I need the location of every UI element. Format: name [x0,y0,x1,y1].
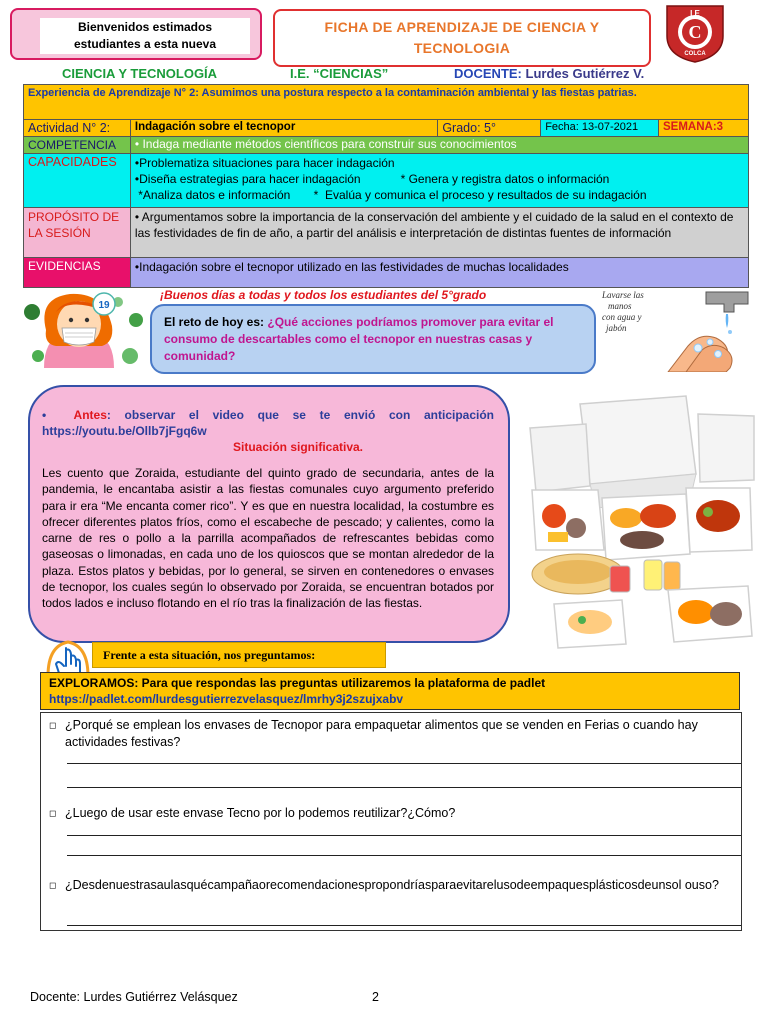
reto-label: El reto de hoy es: [164,315,265,329]
proposito-label: PROPÓSITO DE LA SESIÓN [24,208,131,258]
capacidad-item: •Problematiza situaciones para hacer indagación [134,156,395,170]
reto-question: ¿Qué acciones podríamos promover para evitar el consumo de descartables como el tecnopor en nuestras casas y comunidad? [164,315,554,363]
girl-badge-number: 19 [98,300,110,311]
teacher-name: Lurdes Gutiérrez V. [521,66,645,81]
antes-line: • Antes: observar el video que se te envió con anticipación https://youtu.be/Ollb7jFgq6w [42,408,494,438]
capacidades-label: CAPACIDADES [24,154,131,208]
antes-label: Antes [73,408,107,422]
evidencias-label: EVIDENCIAS [24,258,131,288]
answer-line[interactable] [67,763,741,764]
welcome-line-1: Bienvenidos estimados [77,20,213,34]
situation-title: Situación significativa. [232,440,364,454]
handwashing-illustration [598,288,750,372]
answer-line[interactable] [67,835,741,836]
school-name: I.E. “CIENCIAS” [290,66,389,81]
actividad-title: Indagación sobre el tecnopor [130,120,437,137]
subject-label: CIENCIA Y TECNOLOGÍA [62,66,218,81]
proposito-text: • Argumentamos sobre la importancia de la conservación del ambiente y el cuidado de la salud en el contexto de las festividades de fin de año, a partir del análisis e interpretación de distintas fuentes de información [130,208,748,258]
evidencias-text: •Indagación sobre el tecnopor utilizado en las festividades de muchas localidades [130,258,748,288]
situation-story: Les cuento que Zoraida, estudiante del quinto grado de secundaria, antes de la pandemia, le encantaba asistir a las fiestas comunales cuyo argumento preferido para ir era “Me encanta comer rico”. Y es que en nuestra localidad, la costumbre es ofrecer diferentes platos fríos, como el escabeche de pescado; y calientes, como la carne de res o pollo a la parrilla acompañados de refrescantes bebidas como gaseosas o limonadas, en cada uno de los quioscos que se montan alrededor de la plaza. Estos platos y bebidas, por lo general, se sirven en contenedores o envases de tecnopor, los cuales según lo observado por Zoraida, se encuentran botados por todos lados e incluso flotando en el río tras la finalización de las fiestas. [42,466,494,611]
logo-top-letters: I E [690,9,700,18]
masked-girl-illustration [22,290,147,368]
logo-letter: C [688,22,702,42]
competencia-label: COMPETENCIA [24,137,131,154]
exploramos-text: EXPLORAMOS: Para que respondas las preguntas utilizaremos la plataforma de padlet [49,676,546,690]
footer-teacher: Docente: Lurdes Gutiérrez Velásquez [30,990,238,1004]
header-line [60,66,760,84]
antes-text: : observar el video que se te envió con anticipación https://youtu.be/Ollb7jFgq6w [42,408,494,438]
experiencia-text: Experiencia de Aprendizaje N° 2: Asumimos una postura respecto a la contaminación ambiental y las fiestas patrias. [28,87,637,99]
exploramos-box [40,672,740,710]
handwash-caption-2: manos [608,301,632,311]
checkbox-icon: ◻ [49,808,57,818]
situation-box [28,385,510,643]
question-item [49,717,725,751]
welcome-box [10,8,262,60]
welcome-text [40,18,250,54]
question-text: ¿Porqué se emplean los envases de Tecnopor para empaquetar alimentos que se venden en Ferias o cuando hay actividades festivas? [65,718,698,749]
checkbox-icon: ◻ [49,720,57,730]
teacher-label: DOCENTE: [454,66,522,81]
answer-line[interactable] [67,787,741,788]
capacidad-item: •Diseña estrategias para hacer indagación * Genera y registra datos o información [134,172,610,186]
answer-line[interactable] [67,855,741,856]
semana-cell: SEMANA:3 [659,120,749,137]
title-line-1: FICHA DE APRENDIZAJE DE CIENCIA Y [324,19,600,35]
question-item [49,805,725,822]
school-logo [662,2,728,64]
title-line-2: TECNOLOGIA [413,40,511,56]
styrofoam-food-illustration [518,390,756,652]
answer-line[interactable] [67,925,741,926]
questions-box [40,712,742,931]
frente-prompt: Frente a esta situación, nos preguntamos: [92,642,386,668]
fecha-cell: Fecha: 13-07-2021 [541,120,659,137]
greeting-text: ¡Buenos días a todas y todos los estudiantes del 5°grado [160,288,487,302]
handwash-caption-1: Lavarse las [602,290,644,300]
question-text: ¿Desdenuestrasaulasquécampañaorecomendacionespropondríasparaevitarelusodeempaquesplásticosdeunsol ouso? [65,878,719,892]
logo-school-name: COLCA [684,51,706,57]
grado-cell: Grado: 5° [438,120,541,137]
competencia-text: • Indaga mediante métodos científicos para construir sus conocimientos [130,137,748,154]
experiencia-cell [24,85,749,120]
worksheet-title [273,9,651,67]
handwash-caption-3: con agua y [602,312,642,322]
handwash-caption-4: jabón [606,323,627,333]
page-number: 2 [372,990,379,1004]
info-table [23,84,749,288]
padlet-link[interactable]: https://padlet.com/lurdesgutierrezvelasquez/lmrhy3j2szujxabv [49,692,404,706]
capacidades-cell [130,154,748,208]
checkbox-icon: ◻ [49,880,57,890]
question-item [49,877,725,894]
capacidad-item: *Analiza datos e información * Evalúa y comunica el proceso y resultados de su indagación [134,188,647,202]
teacher-line [454,66,644,81]
welcome-line-2: estudiantes a esta nueva [73,37,217,51]
question-text: ¿Luego de usar este envase Tecno por lo podemos reutilizar?¿Cómo? [65,806,456,820]
daily-challenge-box [150,304,596,374]
actividad-label: Actividad N° 2: [24,120,131,137]
